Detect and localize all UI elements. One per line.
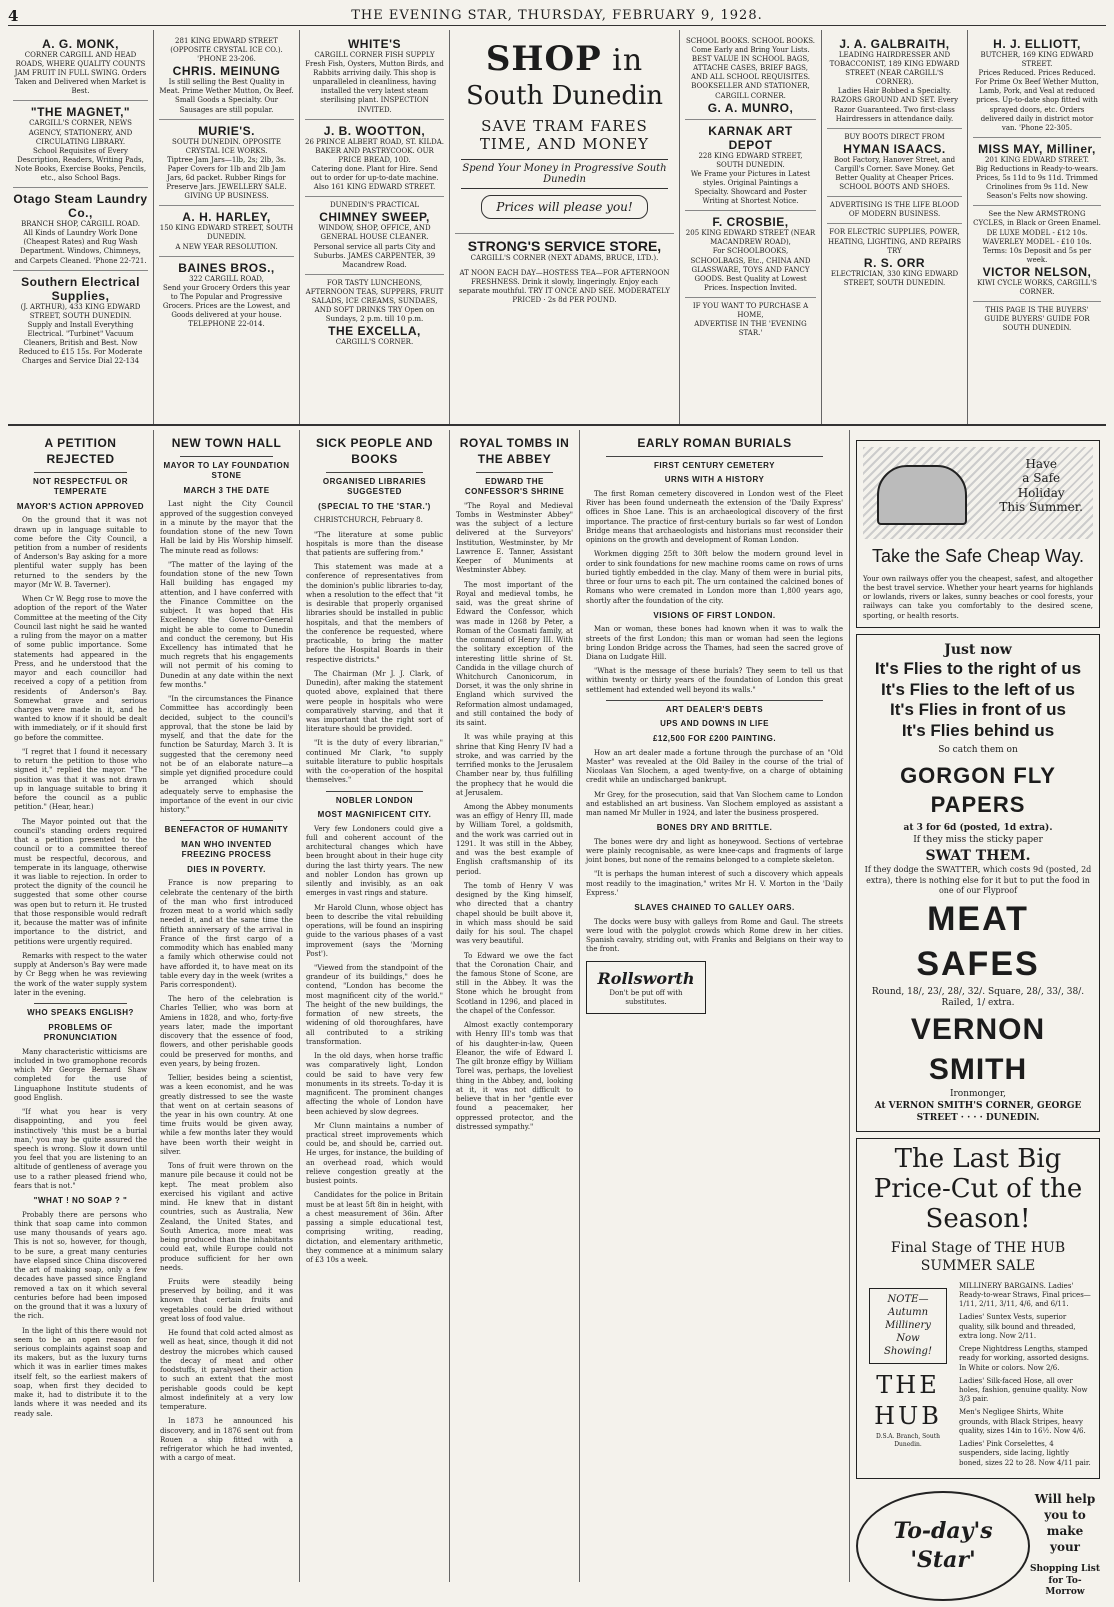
article-sick-people: SICK PEOPLE AND BOOKS ORGANISED LIBRARIES SUGGESTED (SPECIAL TO THE 'STAR.') CHRISTCHURCH, February 8. "The literature at some public hospitals is more than the disease that patients are suffering from." This statement was made at a conference of representatives from the dominion's public libraries to-day, when a resolution to the effect that "it is desirable that properly organised libraries should be installed in public hospitals, and that the members of the conference be requested, where practicable, to bring the matter before the Hospital Boards in their respective districts." The Chairman (Mr J. J. Clark, of Dunedin), after making the statement quoted above, explained that there were people in hospitals who were comparatively starving, and that it was important that the right sort of literature should be provided. "It is the duty of every librarian," continued Mr Clark, "to supply suitable literature to public hospitals with the co-operation of the hospital themselves." NOBLER LONDON MOST MAGNIFICENT CITY. Very few Londoners could give a full and coherent account of the architectural changes which have been brought about in their huge city during the last thirty years. The new and nobler London has grown up silently and invisibly, as an oak emerges in vast rings and stature. Mr Harold Clunn, whose object has been to describe the vital rebuilding operations, will be found an inspiring guide to the various phases of a vast improvement (says the 'Morning Post'). "Viewed from the standpoint of the grandeur of its buildings," does he contend, "London has become the most magnificent city of the world." The height of the new buildings, the formation of new streets, the widening of old thoroughfares, have all contributed to a striking transformation. In the old days, when horse traffic was comparatively light, London could be said to have very few monuments in its streets. To-day it is magnificent. The prominent changes affecting the whole of London have been achieved by slow degrees. Mr Clunn maintains a number of practical street improvements which could be, and should be, carried out. He urges, for instance, the building of an overhead road, which would relieve congestion greatly at the busiest points. Candidates for the police in Britain must be at least 5ft 8in in height, with a chest measurement of 36in. After passing a simple educational test, comprising writing, reading, dictation, and elementary arithmetic, they commence at a minimum salary of £3 10s a week.: [300, 430, 450, 1582]
ad-column-5: [680, 30, 822, 424]
headline: NOBLER LONDON: [335, 795, 414, 805]
ad-block: THIS PAGE IS THE BUYERS' GUIDE BUYERS' GUIDE FOR SOUTH DUNEDIN.: [984, 306, 1090, 333]
ad-block: MURIE'S. SOUTH DUNEDIN. OPPOSITE CRYSTAL ICE WORKS. Tiptree Jam Jars—1lb, 2s; 2lb, 3s. Paper Covers for 1lb and 2lb Jam Jars, 6d packet. Rubber Rings for Preserve Jars. JEWELLERY SALE. GIVING UP BUSINESS.: [159, 120, 294, 207]
ad-block: A. H. HARLEY, 150 KING EDWARD STREET, SOUTH DUNEDIN. A NEW YEAR RESOLUTION.: [159, 206, 294, 256]
headline: WHO SPEAKS ENGLISH?: [27, 1008, 134, 1018]
ad-block: BUY BOOTS DIRECT FROM HYMAN ISAACS. Boot Factory, Hanover Street, and Cargill's Corner. Save Money. Get Better Quality at Cheaper Prices. SCHOOL BOOTS AND SHOES.: [827, 129, 962, 197]
headline: A PETITION REJECTED: [44, 436, 117, 466]
newspaper-title: THE EVENING STAR, THURSDAY, FEBRUARY 9, 1928.: [351, 8, 763, 23]
masthead: [8, 6, 1106, 26]
gorgon-fly-papers-ad: Just now It's Flies to the right of us It's Flies to the left of us It's Flies in front of us It's Flies behind us So catch them on GORGON FLY PAPERS at 3 for 6d (posted, 1d extra). If they miss the sticky paper SWAT THEM. If they dodge the SWATTER, which costs 9d (posted, 2d extra), there is nothing else for it but to put the food in one of our Flyproof MEAT SAFES Round, 18/, 23/, 28/, 32/. Square, 28/, 33/, 38/. Railed, 1/ extra. VERNON SMITH Ironmonger, At VERNON SMITH'S CORNER, GEORGE STREET · · · · DUNEDIN.: [856, 634, 1100, 1132]
ad-block: KARNAK ART DEPOT 228 KING EDWARD STREET, SOUTH DUNEDIN. We Frame your Pictures in Latest styles. Original Paintings a Specialty. Showcard and Poster Writing at Shortest Notice.: [685, 120, 816, 212]
ad-block: MISS MAY, Milliner, 201 KING EDWARD STREET. Big Reductions in Ready-to-wears. Prices, 5s 11d to 9s 11d. Trimmed Crinolines from 9s 11d. New Season's Felts now showing.: [973, 138, 1101, 206]
shop-south-dunedin-ad: SHOP in South Dunedin SAVE TRAM FARES TIME, AND MONEY Spend Your Money in Progressive South Dunedin Prices will please you!: [455, 33, 674, 225]
ad-block: IF YOU WANT TO PURCHASE A HOME, ADVERTISE IN THE 'EVENING STAR.': [692, 301, 809, 338]
ad-block: See the New ARMSTRONG CYCLES, in Black or Green Enamel. DE LUXE MODEL - £12 10s. WAVERLEY MODEL - £10 10s. Terms: 10s Deposit and 5s per week. VICTOR NELSON, KIWI CYCLE WORKS, CARGILL'S CORNER.: [973, 206, 1101, 302]
ad-block: BAINES BROS., 322 CARGILL ROAD, Send your Grocery Orders this year to The Popular and Progressive Grocers. Prices are the Lowest, and Goods delivered at your house. TELEPHONE 22-014.: [162, 260, 291, 329]
train-icon: [877, 465, 967, 525]
ad-block: DUNEDIN'S PRACTICAL CHIMNEY SWEEP, WINDOW, SHOP, OFFICE, AND GENERAL HOUSE CLEANER. Personal service all parts City and Suburbs. JAMES CARPENTER, 39 Macandrew Road.: [305, 197, 444, 275]
ad-column-shop: [450, 30, 680, 424]
ad-block: "THE MAGNET," CARGILL'S CORNER, NEWS AGENCY, STATIONERY, AND CIRCULATING LIBRARY. School Requisites of Every Description, Readers, Writing Pads, Note Books, Exercise Books, Pencils, etc., also School Bags.: [13, 101, 148, 188]
todays-star-ad: To-day's 'Star' Will help you to make your Shopping List for To-Morrow: [856, 1485, 1100, 1607]
page-number: 4: [8, 6, 19, 25]
ad-block: 281 KING EDWARD STREET (OPPOSITE CRYSTAL ICE CO.). 'PHONE 23-206. CHRIS. MEINUNG Is still selling the Best Quality in Meat. Prime Wether Mutton, Ox Beef. Small Goods a Specialty. Our Sausages are still popular.: [159, 33, 294, 120]
ad-block: H. J. ELLIOTT, BUTCHER, 169 KING EDWARD STREET. Prices Reduced. Prices Reduced. For Prime Ox Beef Wether Mutton, Lamb, Pork, and Veal at reduced prices. Up-to-date shop fitted with sprayed doors, etc. Orders delivered daily in district motor van. 'Phone 22-305.: [973, 33, 1101, 138]
ad-column-2: [154, 30, 300, 424]
ad-block: Otago Steam Laundry Co., BRANCH SHOP, CARGILL ROAD. All Kinds of Laundry Work Done (Cheapest Rates) and Rug Wash Department. Windows, Chimneys, and Carpets Cleaned. 'Phone 22-721.: [13, 188, 148, 270]
headline: NEW TOWN HALL: [171, 436, 282, 450]
headline: EARLY ROMAN BURIALS: [637, 436, 792, 450]
ad-block: ADVERTISING IS THE LIFE BLOOD OF MODERN BUSINESS.: [827, 197, 962, 224]
ad-strip: [8, 30, 1106, 426]
ad-column-1: [8, 30, 154, 424]
articles-area: [8, 430, 1106, 1598]
railway-ad: Have a Safe Holiday This Summer. Take the Safe Cheap Way. Your own railways offer you the cheapest, safest, and altogether the best travel service. Whether your heart yearns for highlands or lowlands, rivers or lakes, sunny beaches or cool forests, your railways can take you comfortably to the desired scene, sporting, or health resorts.: [856, 440, 1100, 628]
article-roman-burials: EARLY ROMAN BURIALS FIRST CENTURY CEMETERY URNS WITH A HISTORY The first Roman cemetery discovered in London west of the Fleet River has been found underneath the extension of the 'Daily Express' offices in Shoe Lane. This is an archaeological discovery of the first importance. The practice of first-century burials so far west of London Bridge means that archaeologists and historians must reconsider their opinions on the growth and development of Roman London. Workmen digging 25ft to 30ft below the modern ground level in order to sink foundations for new machine rooms came on rows of urns buried tightly embedded in the clay. Many of them were in burial pits, three or four urns to each pit. The urn contained the calcined bones of Romans who were cremated in London more than 1,800 years ago, shortly after the foundation of the city. VISIONS OF FIRST LONDON. Man or woman, these bones had known when it was to walk the streets of the first London; this man or woman had seen the legions bring London Bridge across the Thames, had seen the sacred grove of Diana on Ludgate Hill. "What is the message of these burials? They seem to tell us that within twenty or thirty years of the foundation of London this great settlement had extended well beyond its walls." ART DEALER'S DEBTS UPS AND DOWNS IN LIFE £12,500 FOR £200 PAINTING. How an art dealer made a fortune through the purchase of an "Old Master" was revealed at the Old Bailey in the course of the trial of Nicolaas Van Slochem, a aged twenty-five, on a charge of obtaining credit while an undischarged bankrupt. Mr Grey, for the prosecution, said that Van Slochem came to London and established an art business. Van Slochem employed as assistant a man named Mr Muller in 1924, and later the business prospered. BONES DRY AND BRITTLE. The bones were dry and light as honeywood. Sections of vertebrae were plainly recognisable, as were knee-caps and fragments of large joint bones, but none of the remains belonged to a complete skeleton. "It is perhaps the human interest of such a discovery which appeals most readily to the imagination," writes Mr H. V. Morton in the 'Daily Express.' SLAVES CHAINED TO GALLEY OARS. The docks were busy with galleys from Rome and Gaul. The streets were loud with the polyglot crowds which Rome drew in her cities. Spanish cavalry, striding out, with Franks and Belgians on their way to the front. Rollsworth Don't be put off with substitutes.: [580, 430, 850, 1582]
article-town-hall: NEW TOWN HALL MAYOR TO LAY FOUNDATION STONE MARCH 3 THE DATE Last night the City Council approved of the suggestion conveyed in a minute by the mayor that the foundation stone of the new Town Hall be laid by His Worship himself. The minute read as follows: "The matter of the laying of the foundation stone of the new Town Hall building has engaged my attention, and I have conferred with the Finance Committee on the subject. It was hoped that His Excellency the Governor-General might be able to come to Dunedin and conduct the ceremony, but His Excellency has intimated that he much regrets that his engagements will not permit of his coming to Dunedin at any date within the next few months." "In the circumstances the Finance Committee has accordingly been decided, subject to the council's approval, that the stone be laid by myself, and that the date for the function be Saturday, March 3. It is suggested that the ceremony need not be of an elaborate nature—a simple yet dignified procedure could be arranged which should adequately serve to emphasise the importance of the event in our civic history." BENEFACTOR OF HUMANITY MAN WHO INVENTED FREEZING PROCESS DIES IN POVERTY. France is now preparing to celebrate the centenary of the birth of the man who first introduced frozen meat to a world which sadly needed it, and at the same time the fiftieth anniversary of the arrival in France of the first cargo of a commodity which has enabled many a family which otherwise could not have afforded it, to have meat on its table every day in the week (writes a Paris correspondent). The hero of the celebration is Charles Tellier, who was born at Amiens in 1828, and who, forty-five years later, made the important discovery that the essence of food, flowers, and other perishable goods could be preserved for months, and even years, by being frozen. Tellier, besides being a scientist, was a keen economist, and he was greatly distressed to see the waste that went on at certain seasons of the year in his own country. At one time fruits would be given away, while a few months later they would have been worth their weight in silver. Tons of fruit were thrown on the manure pile because it could not be kept. The meat problem also exercised his vigilant and active mind. He knew that in distant countries, such as Australia, New Zealand, the United States, and South America, more meat was being produced than the inhabitants could eat, while Europe could not produce sufficient for her own needs. Fruits were steadily being preserved by boiling, and it was known that certain fruits and vegetables could be dried without great loss of food value. He found that cold acted almost as well as heat, since, though it did not destroy the microbes which caused the decay of meat and other foodstuffs, it paralysed their action to such an extent that the most perishable goods could be kept almost indefinitely at a very low temperature. In 1873 he announced his discovery, and in 1876 sent out from Rouen a ship fitted with a refrigerator which he had invented, with a cargo of meat.: [154, 430, 300, 1582]
hub-sale-ad: The Last Big Price-Cut of the Season! Final Stage of THE HUB SUMMER SALE NOTE— Autumn Millinery Now Showing! THE HUB D.S.A. Branch, South Dunedin. MILLINERY BARGAINS. Ladies' Ready-to-wear Straws, Final prices— 1/11, 2/11, 3/11, 4/6, and 6/11. Ladies' Suntex Vests, superior quality, silk bound and threaded, extra long. Now 2/11. Crepe Nightdress Lengths, stamped ready for working, assorted designs. In White or colors. Now 2/6. Ladies' Silk-faced Hose, all over holes, fashion, genuine quality. Now 3/3 pair. Men's Negligee Shirts, White grounds, with Black Stripes, heavy quality, sizes 14in to 16½. Now 4/6. Ladies' Pink Corselettes, 4 suspenders, side lacing, lightly boned, sizes 22 to 28. Now 4/11 pair.: [856, 1138, 1100, 1479]
ad-column-6: [822, 30, 968, 424]
article-petition: A PETITION REJECTED NOT RESPECTFUL OR TEMPERATE MAYOR'S ACTION APPROVED On the ground that it was not drawn up in language suitable to come before the City Council, a petition from a number of residents of Anderson's Bay asking for a more plentiful water supply has been returned to the senders by the mayor (Mr W. B. Taverner). When Cr W. Begg rose to move the adoption of the report of the Water Committee at the meeting of the City Council last night he said he wanted a ruling from the mayor on a matter of some public importance. Some statements had appeared in the Press, and he understood that the mayor and each councillor had received a copy of a petition from residents of Anderson's Bay. Somewhat grave and serious charges were made in it, and he wanted to know if it should be dealt with immediately, or if it should first go before the committee. "I regret that I found it necessary to return the petition to those who signed it," replied the mayor. "The position was that it was not drawn up in language suitable to bring it before the council as a public petition." (Hear, hear.) The Mayor pointed out that the council's standing orders required that a petition presented to the council or to a committee thereof must be respectful, decorous, and temperate in its language, otherwise it was liable to rejection. In order to protect the dignity of the council he suggested that some other course was open but to return it. He trusted that those responsible would redraft it, because the matter was of infinite importance to the district, and petitions were urgently required. Remarks with respect to the water supply at Anderson's Bay were made by Cr Begg when he was reviewing the work of the water supply system later in the evening. WHO SPEAKS ENGLISH? PROBLEMS OF PRONUNCIATION Many characteristic witticisms are included in two gramophone records which Mr George Bernard Shaw completed for the use of Linguaphone Institute students of good English. "If what you hear is very disappointing, and you feel instinctively 'this must be a burial man,' you may be quite assured the speech is wrong. Slow it down until you feel that you are listening to an altitude of gentleness of average you use to a rather pleased friend who, fears that is not." "WHAT ! NO SOAP ? " Probably there are persons who think that soap came into common use many thousands of years ago. This is not so, however, for though, to be sure, a great many centuries have elapsed since China discovered the art of making soap, only a few decades have passed since England removed a tax on it which several centuries before had been imposed on the ground that it was a luxury of the rich. In the light of this there would not seem to be an open reason for serious complaints against soap and its makers, but as the luxury turns which it was in earlier times makes itself felt, so the earliest makers of soap, when first they decided to make it, had to distribute it to the lands where it was needed and its ready sale.: [8, 430, 154, 1582]
article-royal-tombs: ROYAL TOMBS IN THE ABBEY EDWARD THE CONFESSOR'S SHRINE "The Royal and Medieval Tombs in Westminster Abbey" was the subject of a lecture delivered at the Surveyors' Institution, Westminster, by Mr Lawrence E. Tanner, Assistant Keeper of Muniments at Westminster Abbey. The most important of the Royal and medieval tombs, he said, was the great shrine of Edward the Confessor, which was made in 1268 by Peter, a Roman of the Cosmati family, at the command of Henry III. With the solitary exception of the interesting little shrine of St. Candida in the village church of Whitchurch Canonicorum, in Dorset, it was the only shrine in England which survived the Reformation almost undamaged, and still contained the body of its saint. It was while praying at this shrine that King Henry IV had a stroke, and was carried by the terrified monks to the Jerusalem Chamber near by, thus fulfilling the prophecy that he would die at Jerusalem. Among the Abbey monuments was an effigy of Henry III, made by William Torel, a goldsmith, and the work was carried out in 1291. It was still in the Abbey, and was the best example of English craftsmanship of its period. The tomb of Henry V was designed by the King himself, who directed that a chantry chapel should be built above it, in which mass should be said daily for his soul. The chapel was very beautiful. To Edward we owe the fact that the Coronation Chair, and the famous Stone of Scone, are still in the Abbey. It was the Stone which he brought from Scotland in 1296, and placed in the chapel of the Confessor. Almost exactly contemporary with Henry III's tomb was that of his daughter-in-law, Queen Eleanor, the wife of Edward I. The gilt bronze effigy by William Torel was, perhaps, the loveliest thing in the Abbey, and, looking at it, it was not difficult to believe that in her "gentle ever found a peacemaker, her oppressed protector, and the distressed sympathy.": [450, 430, 580, 1582]
ad-block: F. CROSBIE, 205 KING EDWARD STREET (NEAR MACANDREW ROAD), For SCHOOLBOOKS, SCHOOLBAGS, Etc., CHINA AND GLASSWARE, TOYS AND FANCY GOODS. Best Quality at Lowest Prices. Inspection Invited.: [685, 211, 816, 298]
ad-block: FOR TASTY LUNCHEONS, AFTERNOON TEAS, SUPPERS, FRUIT SALADS, ICE CREAMS, SUNDAES, AND SOFT DRINKS TRY Open on Sundays, 2 p.m. till 10 p.m. THE EXCELLA, CARGILL'S CORNER.: [305, 278, 444, 347]
locomotive-illustration: Have a Safe Holiday This Summer.: [863, 447, 1093, 539]
ad-block: Southern Electrical Supplies, (J. ARTHUR), 433 KING EDWARD STREET, SOUTH DUNEDIN. Supply and Install Everything Electrical. "Turbinet" Vacuum Cleaners, British and Best. Now Reduced to £15 15s. For Moderate Charges and Service Dial 22-134: [18, 274, 143, 366]
ad-block: J. B. WOOTTON, 26 PRINCE ALBERT ROAD, ST. KILDA. BAKER AND PASTRYCOOK. OUR PRICE BREAD, 10D. Catering done. Plant for Hire. Send out to order for up-to-date machine. Also 161 KING EDWARD STREET.: [305, 120, 444, 198]
ad-column-7: [968, 30, 1106, 424]
strongs-ad: STRONG'S SERVICE STORE, CARGILL'S CORNER (NEXT ADAMS, BRUCE, LTD.). AT NOON EACH DAY—HOSTESS TEA—FOR AFTERNOON FRESHNESS. Drink it slowly, lingeringly. Enjoy each separate mouthful. TRY IT ONCE AND SEE. MODERATELY PRICED · 2s 8d PER POUND.: [455, 233, 674, 309]
headline: ART DEALER'S DEBTS: [665, 704, 764, 714]
ad-block: J. A. GALBRAITH, LEADING HAIRDRESSER AND TOBACCONIST, 189 KING EDWARD STREET (NEAR CARGILL'S CORNER). Ladies Hair Bobbed a Specialty. RAZORS GROUND AND SET. Every Razor Guaranteed. Two first-class Hairdressers in attendance daily.: [827, 33, 962, 129]
headline: SICK PEOPLE AND BOOKS: [315, 436, 434, 466]
ad-block: FOR ELECTRIC SUPPLIES, POWER, HEATING, LIGHTING, AND REPAIRS TRY R. S. ORR ELECTRICIAN, 330 KING EDWARD STREET, SOUTH DUNEDIN.: [827, 228, 962, 287]
ad-column-right: [850, 430, 1106, 1598]
ad-column-3: [300, 30, 450, 424]
ad-block: SCHOOL BOOKS. SCHOOL BOOKS. Come Early and Bring Your Lists. BEST VALUE IN SCHOOL BAGS, ATTACHE CASES, BRIEF BAGS, AND ALL SCHOOL REQUISITES. BOOKSELLER AND STATIONER, CARGILL CORNER. G. A. MUNRO,: [685, 33, 816, 120]
headline: ROYAL TOMBS IN THE ABBEY: [459, 436, 570, 466]
headline: BENEFACTOR OF HUMANITY: [164, 825, 289, 835]
ad-block: A. G. MONK, CORNER CARGILL AND HEAD ROADS, WHERE QUALITY COUNTS JAM FRUIT IN FULL SWING. Orders Taken and Delivered when Market is Best.: [13, 33, 148, 101]
rollsworth-ad: Rollsworth Don't be put off with substitutes.: [586, 961, 706, 1015]
ad-block: WHITE'S CARGILL CORNER FISH SUPPLY Fresh Fish, Oysters, Mutton Birds, and Rabbits arriving daily. This shop is unparalleled in cleanliness, having installed the very latest steam sterilising plant. INSPECTION INVITED.: [305, 33, 444, 120]
